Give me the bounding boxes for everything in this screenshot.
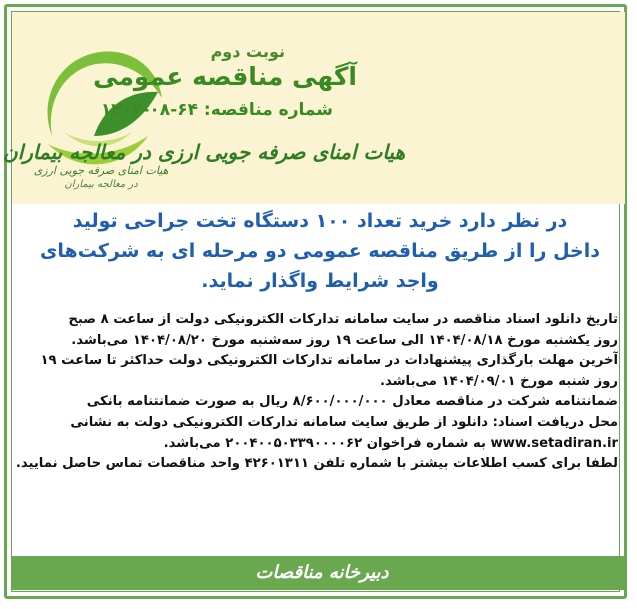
logo-caption (26, 164, 176, 204)
tender-number: شماره مناقصه: ۶۴-۰۸-۱۴۰۴ (100, 100, 333, 120)
logo-caption-line2: در معالجه بیماران (64, 179, 138, 190)
notice-footer (12, 556, 625, 590)
details-line-3: آخرین مهلت بارگذاری پیشنهادات در سامانه تدارکات الکترونیکی دولت حداکثر تا ساعت ۱۹ (40, 353, 618, 369)
details-line-7 (16, 434, 618, 455)
details-line-4: روز شنبه مورخ ۱۴۰۴/۰۹/۰۱ می‌باشد. (379, 373, 618, 389)
logo-caption-line1: هیات امنای صرفه جویی ارزی (33, 164, 169, 177)
website-link[interactable]: www.setadiran.ir (490, 435, 618, 451)
round-label: نوبت دوم (210, 42, 285, 61)
details-line-5: ضمانتنامه شرکت در مناقصه معادل ۸/۶۰۰/۰۰۰/۰۰۰ ریال به صورت ضمانتنامه بانکی (86, 394, 618, 410)
lead-paragraph (30, 206, 610, 296)
details-line-8: لطفا برای کسب اطلاعات بیشتر با شماره تلفن ۴۲۶۰۱۳۱۱ واحد مناقصات تماس حاصل نمایید. (16, 456, 618, 472)
organization-name: هیات امنای صرفه جویی ارزی در معالجه بیماران (3, 140, 405, 164)
footer-label: دبیرخانه مناقصات (255, 562, 389, 583)
lead-line-1: در نظر دارد خرید تعداد ۱۰۰ دستگاه تخت جراحی تولید (72, 210, 568, 232)
lead-line-3: واجد شرایط واگذار نماید. (201, 270, 439, 292)
details-line-1: تاریخ دانلود اسناد مناقصه در سایت سامانه تدارکات الکترونیکی دولت از ساعت ۸ صبح (68, 312, 618, 327)
notice-title: آگهی مناقصه عمومی (93, 62, 357, 91)
details-line-2: روز یکشنبه مورخ ۱۴۰۴/۰۸/۱۸ الی ساعت ۱۹ روز سه‌شنبه مورخ ۱۴۰۴/۰۸/۲۰ می‌باشد. (71, 332, 618, 348)
details-line-7-rest: به شماره فراخوان ۲۰۰۴۰۰۵۰۳۳۹۰۰۰۰۶۲ می‌باشد. (163, 435, 486, 451)
details-text (16, 310, 618, 475)
notice-header (3, 12, 625, 204)
details-line-6: محل دریافت اسناد: دانلود از طریق سایت سامانه تدارکات الکترونیکی دولت به نشانی (70, 414, 618, 430)
lead-line-2: داخل را از طریق مناقصه عمومی دو مرحله ای به شرکت‌های (40, 240, 600, 262)
